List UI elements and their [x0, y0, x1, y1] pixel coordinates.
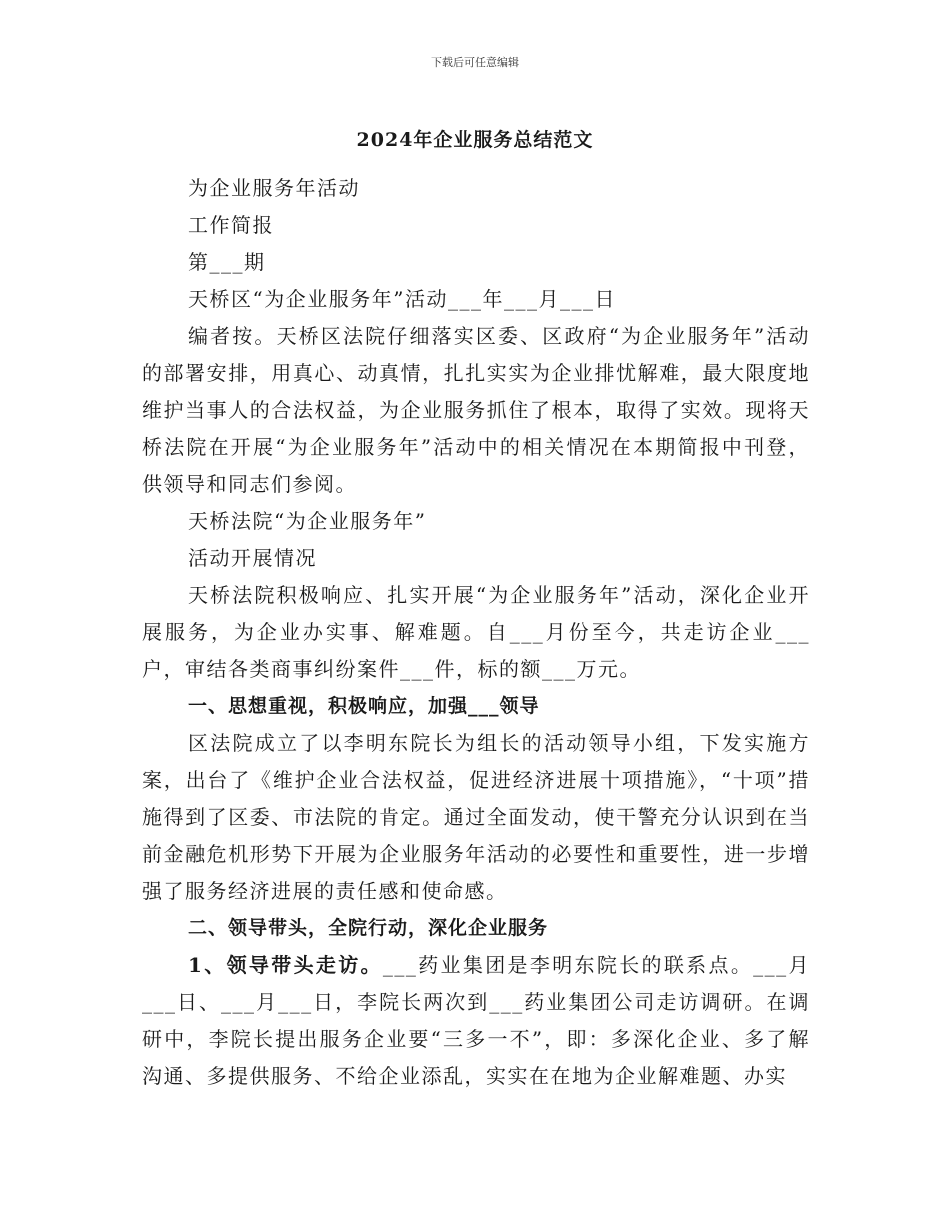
- paragraph: 天桥法院“为企业服务年”: [188, 509, 427, 533]
- section-heading: 一、思想重视，积极响应，加强___领导: [188, 695, 540, 717]
- paragraph-lead: 1、领导带头走访。: [188, 953, 383, 977]
- header-note: 下载后可任意编辑: [431, 56, 519, 69]
- paragraph-text: ___药业集团是李明东院长的联系点。___月___日、___月___日，李院长两次到___药业集团公司走访调研。在调研中，李院长提出服务企业要“三多一不”，即：多深化企业、多了解沟通、多提供服务、不给企业添乱，实实在在地为企业解难题、办实: [142, 953, 810, 1088]
- paragraph: 为企业服务年活动: [188, 176, 360, 200]
- paragraph: 活动开展情况: [188, 546, 317, 570]
- document-body: [142, 170, 810, 1095]
- section-heading: 二、领导带头，全院行动，深化企业服务: [188, 917, 549, 939]
- paragraph: 区法院成立了以李明东院长为组长的活动领导小组，下发实施方案，出台了《维护企业合法权益，促进经济进展十项措施》，“十项”措施得到了区委、市法院的肯定。通过全面发动，使干警充分认识到在当前金融危机形势下开展为企业服务年活动的必要性和重要性，进一步增强了服务经济进展的责任感和使命感。: [142, 731, 810, 903]
- paragraph: 天桥区“为企业服务年”活动___年___月___日: [188, 287, 616, 311]
- paragraph: 工作简报: [188, 213, 274, 237]
- paragraph-editor-note: 编者按。天桥区法院仔细落实区委、区政府“为企业服务年”活动的部署安排，用真心、动真情，扎扎实实为企业排忧解难，最大限度地维护当事人的合法权益，为企业服务抓住了根本，取得了实效。现将天桥法院在开展“为企业服务年”活动中的相关情况在本期简报中刊登，供领导和同志们参阅。: [142, 324, 810, 496]
- paragraph: [142, 947, 810, 1095]
- paragraph: 第___期: [188, 250, 266, 274]
- document-title: 2024年企业服务总结范文: [356, 129, 594, 151]
- paragraph: 天桥法院积极响应、扎实开展“为企业服务年”活动，深化企业开展服务，为企业办实事、解难题。自___月份至今，共走访企业___户，审结各类商事纠纷案件___件，标的额___万元。: [142, 583, 810, 681]
